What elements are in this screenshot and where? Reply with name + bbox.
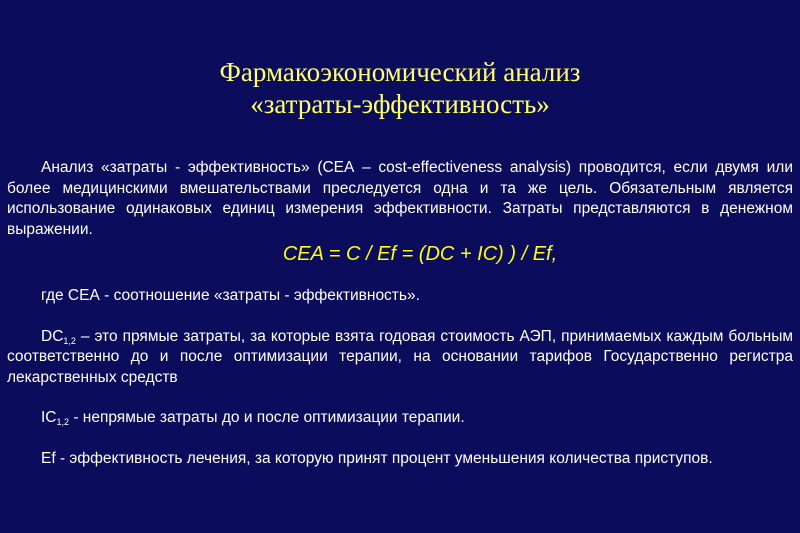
slide-body: [7, 158, 793, 469]
spacer: [7, 429, 793, 449]
ic-subscript: 1,2: [56, 417, 70, 427]
ic-definition: [7, 408, 793, 429]
intro-paragraph: Анализ «затраты - эффективность» (СЕА – cost-effectiveness analysis) проводится, если двумя или более медицинскими вмешательствами преследуется одна и та же цель. Обязательным является использование одинаковых единиц измерения эффективности. Затраты представляются в денежном выражении.: [7, 159, 793, 238]
dc-symbol: DC: [41, 327, 64, 345]
dc-subscript: 1,2: [63, 335, 76, 346]
spacer: [7, 266, 793, 286]
ic-symbol: IC: [41, 409, 57, 426]
spacer: [7, 388, 793, 408]
spacer: [7, 307, 793, 327]
title-line-1: Фармакоэкономический анализ: [219, 57, 581, 87]
slide-title: [0, 56, 800, 120]
ef-definition: Ef - эффективность лечения, за которую принят процент уменьшения количества приступов.: [41, 449, 713, 467]
ic-text: - непрямые затраты до и после оптимизации терапии.: [69, 409, 465, 426]
dc-text: – это прямые затраты, за которые взята годовая стоимость АЭП, принимаемых каждым больным соответственно до и после оптимизации терапии, на основании тарифов Государственно регистра лекарственных средств: [7, 327, 793, 386]
cea-definition: где СЕА - соотношение «затраты - эффективность».: [41, 287, 420, 304]
dc-definition: [7, 327, 793, 389]
title-line-2: «затраты-эффективность»: [250, 89, 550, 119]
cea-formula: CEA = C / Ef = (DC + IC) ) / Ef,: [282, 243, 558, 265]
